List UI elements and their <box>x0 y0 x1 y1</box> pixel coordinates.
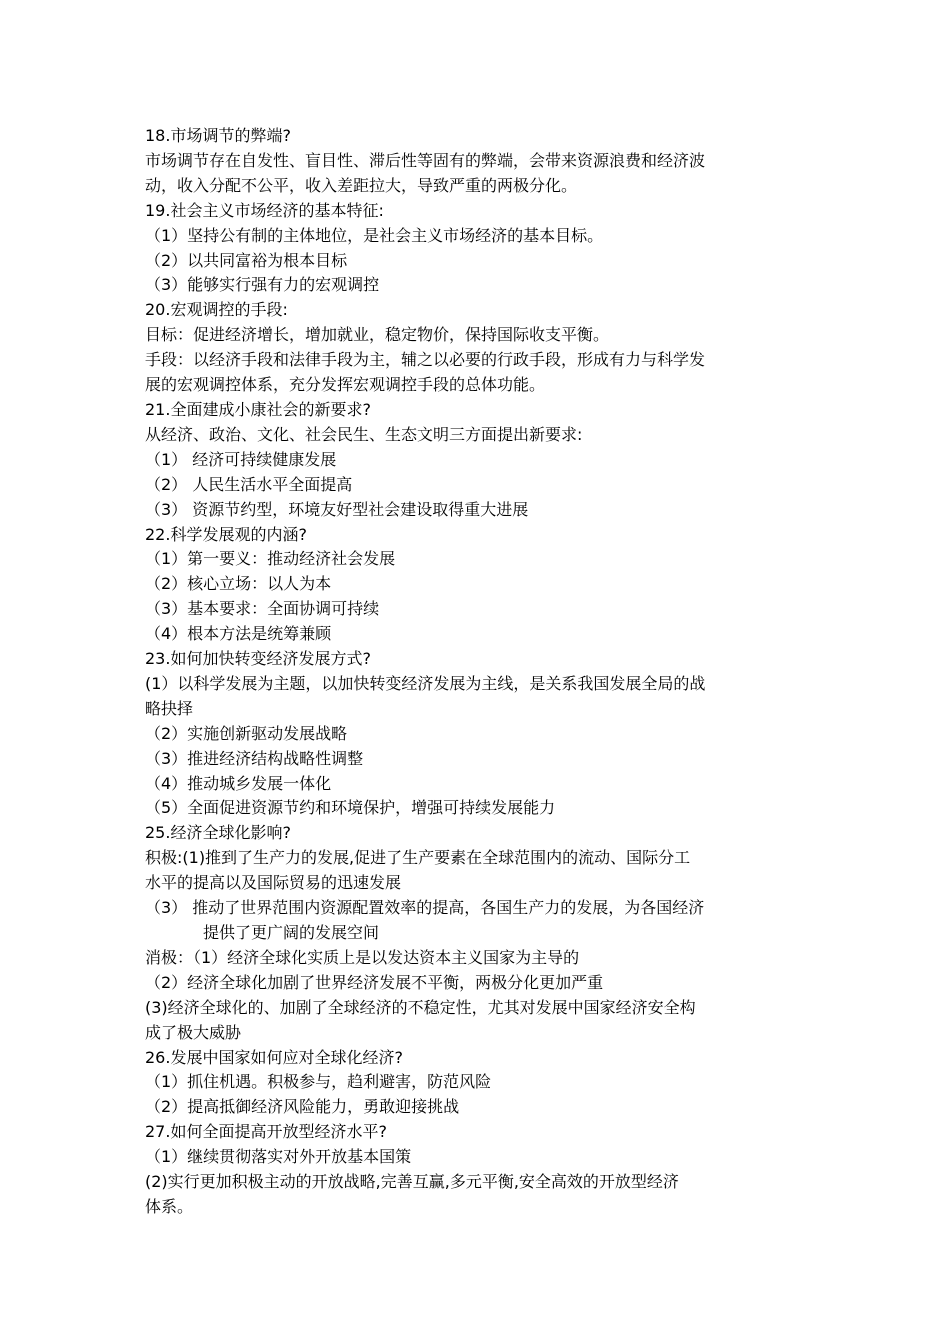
list-item: （2）经济全球化加剧了世界经济发展不平衡，两极分化更加严重 <box>145 972 604 992</box>
question-heading-18: 18.市场调节的弊端? <box>145 126 291 145</box>
question-heading-22: 22.科学发展观的内涵? <box>145 524 307 544</box>
list-item: （1）第一要义：推动经济社会发展 <box>145 549 396 569</box>
question-heading-26: 26.发展中国家如何应对全球化经济? <box>145 1047 403 1067</box>
list-item: (1）以科学发展为主题，以加快转变经济发展为主线，是关系我国发展全局的战 <box>145 673 706 693</box>
list-item: （2）核心立场：以人为本 <box>145 574 332 594</box>
text-line: 消极：（1）经济全球化实质上是以发达资本主义国家为主导的 <box>145 947 580 967</box>
list-item: （2）实施创新驱动发展战略 <box>145 723 348 743</box>
question-heading-21: 21.全面建成小康社会的新要求? <box>145 399 371 419</box>
list-item: （2）以共同富裕为根本目标 <box>145 250 348 270</box>
question-heading-25: 25.经济全球化影响? <box>145 823 291 843</box>
list-item: （3）能够实行强有力的宏观调控 <box>145 275 380 295</box>
text-line: 略抉择 <box>145 698 194 718</box>
list-item: （1）继续贯彻落实对外开放基本国策 <box>145 1147 412 1167</box>
question-heading-27: 27.如何全面提高开放型经济水平? <box>145 1122 387 1142</box>
list-item: （2）提高抵御经济风险能力，勇敢迎接挑战 <box>145 1097 460 1117</box>
document-body <box>145 124 810 1220</box>
text-line-indented: 提供了更广阔的发展空间 <box>203 923 380 942</box>
text-line: 手段：以经济手段和法律手段为主，辅之以必要的行政手段，形成有力与科学发 <box>145 350 706 370</box>
list-item: (3)经济全球化的、加剧了全球经济的不稳定性，尤其对发展中国家经济安全构 <box>145 997 696 1017</box>
list-item: （3） 资源节约型，环境友好型社会建设取得重大进展 <box>145 499 529 519</box>
list-item: （1）坚持公有制的主体地位，是社会主义市场经济的基本目标。 <box>145 225 604 245</box>
list-item: （3） 推动了世界范围内资源配置效率的提高，各国生产力的发展，为各国经济 <box>145 898 705 918</box>
text-line: 体系。 <box>145 1196 194 1216</box>
text-line: 从经济、政治、文化、社会民生、生态文明三方面提出新要求: <box>145 424 583 444</box>
text-line: 展的宏观调控体系，充分发挥宏观调控手段的总体功能。 <box>145 375 546 395</box>
text-line: 动，收入分配不公平，收入差距拉大，导致严重的两极分化。 <box>145 175 578 195</box>
text-line: 目标：促进经济增长，增加就业，稳定物价，保持国际收支平衡。 <box>145 325 610 345</box>
text-line: 成了极大威胁 <box>145 1022 242 1042</box>
list-item: （1）抓住机遇。积极参与，趋利避害，防范风险 <box>145 1072 492 1092</box>
list-item: （4）推动城乡发展一体化 <box>145 773 332 793</box>
text-line: 水平的提高以及国际贸易的迅速发展 <box>145 873 402 893</box>
question-heading-20: 20.宏观调控的手段: <box>145 300 288 320</box>
text-line: 市场调节存在自发性、盲目性、滞后性等固有的弊端，会带来资源浪费和经济波 <box>145 150 706 170</box>
list-item: （3）推进经济结构战略性调整 <box>145 748 364 768</box>
question-heading-19: 19.社会主义市场经济的基本特征: <box>145 200 384 220</box>
list-item: （4）根本方法是统筹兼顾 <box>145 624 332 644</box>
list-item: （2） 人民生活水平全面提高 <box>145 474 353 494</box>
list-item: （3）基本要求：全面协调可持续 <box>145 599 380 619</box>
text-line: 积极:(1)推到了生产力的发展,促进了生产要素在全球范围内的流动、国际分工 <box>145 848 691 868</box>
list-item: （5）全面促进资源节约和环境保护，增强可持续发展能力 <box>145 798 556 818</box>
list-item: (2)实行更加积极主动的开放战略,完善互赢,多元平衡,安全高效的开放型经济 <box>145 1172 679 1192</box>
list-item: （1） 经济可持续健康发展 <box>145 449 337 469</box>
question-heading-23: 23.如何加快转变经济发展方式? <box>145 649 371 669</box>
